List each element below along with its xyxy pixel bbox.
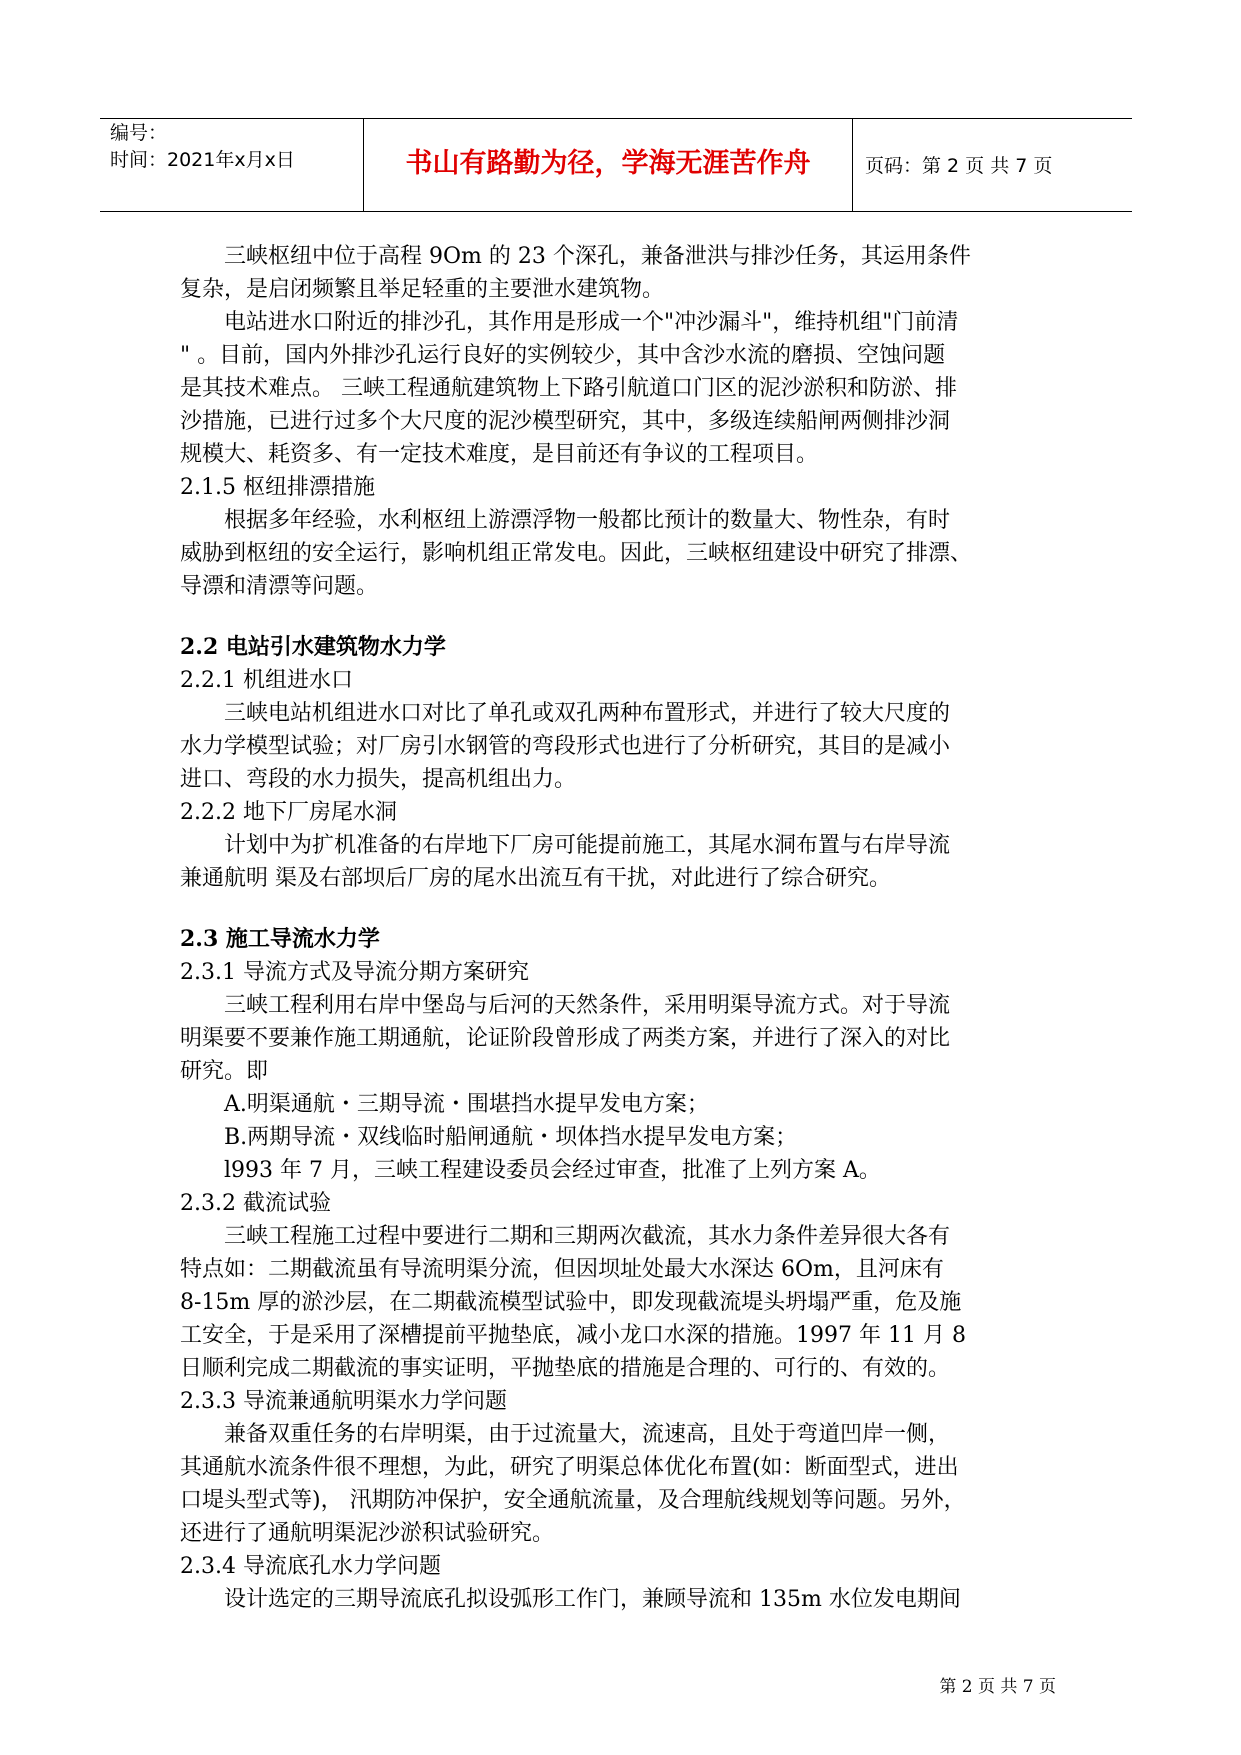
body-text-line: 2.3.2 截流试验 <box>180 1191 331 1216</box>
body-text-line: 三峡枢纽中位于高程 9Om 的 23 个深孔，兼备泄洪与排沙任务，其运用条件 <box>224 244 971 269</box>
body-text-line: 水力学模型试验；对厂房引水钢管的弯段形式也进行了分析研究，其目的是减小 <box>180 734 951 759</box>
body-text-line: 研究。即 <box>180 1059 269 1084</box>
body-text-line: 规模大、耗资多、有一定技术难度，是目前还有争议的工程项目。 <box>180 442 819 467</box>
page-footer: 第 2 页 共 7 页 <box>939 1677 1056 1697</box>
body-text-line: 三峡电站机组进水口对比了单孔或双孔两种布置形式，并进行了较大尺度的 <box>224 701 951 726</box>
body-text-line: l993 年 7 月，三峡工程建设委员会经过审查，批准了上列方案 A。 <box>224 1158 881 1183</box>
body-text-line: 2.3.1 导流方式及导流分期方案研究 <box>180 960 529 985</box>
body-text-line: 导漂和清漂等问题。 <box>180 574 379 599</box>
paragraph-gap <box>180 895 1060 923</box>
body-text-line: 根据多年经验，水利枢纽上游漂浮物一般都比预计的数量大、物性杂，有时 <box>224 508 951 533</box>
body-text-line: 复杂，是启闭频繁且举足轻重的主要泄水建筑物。 <box>180 277 665 302</box>
body-text-line: 兼通航明 渠及右部坝后厂房的尾水出流互有干扰，对此进行了综合研究。 <box>180 866 891 891</box>
paragraph-gap <box>180 603 1060 631</box>
section-heading: 2.3 施工导流水力学 <box>180 926 380 952</box>
number-label: 编号： <box>110 122 168 144</box>
body-text-line: 口堤头型式等)， 汛期防冲保护，安全通航流量，及合理航线规划等问题。另外， <box>180 1488 966 1513</box>
body-text-line: 是其技术难点。 三峡工程通航建筑物上下路引航道口门区的泥沙淤积和防淤、排 <box>180 376 957 401</box>
body-text-line: 2.3.3 导流兼通航明渠水力学问题 <box>180 1389 507 1414</box>
header-page-cell <box>853 119 1132 211</box>
document-body <box>180 240 1060 1616</box>
body-text-line: 2.2.1 机组进水口 <box>180 668 353 693</box>
time-label: 时间：2021年x月x日 <box>110 149 295 171</box>
body-text-line: 设计选定的三期导流底孔拟设弧形工作门，兼顾导流和 135m 水位发电期间 <box>224 1587 961 1612</box>
body-text-line: 沙措施，已进行过多个大尺度的泥沙模型研究，其中，多级连续船闸两侧排沙洞 <box>180 409 951 434</box>
header-motto-cell <box>364 119 853 211</box>
body-text-line: " 。目前，国内外排沙孔运行良好的实例较少，其中含沙水流的磨损、空蚀问题 <box>180 343 946 368</box>
body-text-line: 2.1.5 枢纽排漂措施 <box>180 475 375 500</box>
body-text-line: 三峡工程施工过程中要进行二期和三期两次截流，其水力条件差异很大各有 <box>224 1224 951 1249</box>
body-text-line: 电站进水口附近的排沙孔，其作用是形成一个"冲沙漏斗"，维持机组"门前清 <box>224 310 959 335</box>
body-text-line: 日顺利完成二期截流的事实证明，平抛垫底的措施是合理的、可行的、有效的。 <box>180 1356 951 1381</box>
body-text-line: A.明渠通航・三期导流・围堪挡水提早发电方案； <box>224 1092 709 1117</box>
document-header <box>100 118 1132 212</box>
body-text-line: 特点如：二期截流虽有导流明渠分流，但因坝址处最大水深达 6Om，且河床有 <box>180 1257 944 1282</box>
body-text-line: 其通航水流条件很不理想，为此，研究了明渠总体优化布置(如：断面型式，进出 <box>180 1455 959 1480</box>
body-text-line: B.两期导流・双线临时船闸通航・坝体挡水提早发电方案； <box>224 1125 798 1150</box>
body-text-line: 兼备双重任务的右岸明渠，由于过流量大，流速高，且处于弯道凹岸一侧， <box>224 1422 951 1447</box>
body-text-line: 2.3.4 导流底孔水力学问题 <box>180 1554 441 1579</box>
page-code: 页码：第 2 页 共 7 页 <box>865 155 1053 177</box>
body-text-line: 进口、弯段的水力损失，提高机组出力。 <box>180 767 577 792</box>
section-heading: 2.2 电站引水建筑物水力学 <box>180 634 446 660</box>
body-text-line: 8-15m 厚的淤沙层，在二期截流模型试验中，即发现截流堤头坍塌严重，危及施 <box>180 1290 962 1315</box>
body-text-line: 2.2.2 地下厂房尾水洞 <box>180 800 397 825</box>
body-text-line: 明渠要不要兼作施工期通航，论证阶段曾形成了两类方案，并进行了深入的对比 <box>180 1026 951 1051</box>
body-text-line: 计划中为扩机准备的右岸地下厂房可能提前施工，其尾水洞布置与右岸导流 <box>224 833 951 858</box>
motto-text: 书山有路勤为径，学海无涯苦作舟 <box>405 148 811 179</box>
body-text-line: 工安全，于是采用了深槽提前平抛垫底，减小龙口水深的措施。1997 年 11 月 8 <box>180 1323 966 1348</box>
body-text-line: 三峡工程利用右岸中堡岛与后河的天然条件，采用明渠导流方式。对于导流 <box>224 993 951 1018</box>
header-meta-cell <box>100 119 364 211</box>
body-text-line: 还进行了通航明渠泥沙淤积试验研究。 <box>180 1521 555 1546</box>
body-text-line: 威胁到枢纽的安全运行，影响机组正常发电。因此，三峡枢纽建设中研究了排漂、 <box>180 541 973 566</box>
